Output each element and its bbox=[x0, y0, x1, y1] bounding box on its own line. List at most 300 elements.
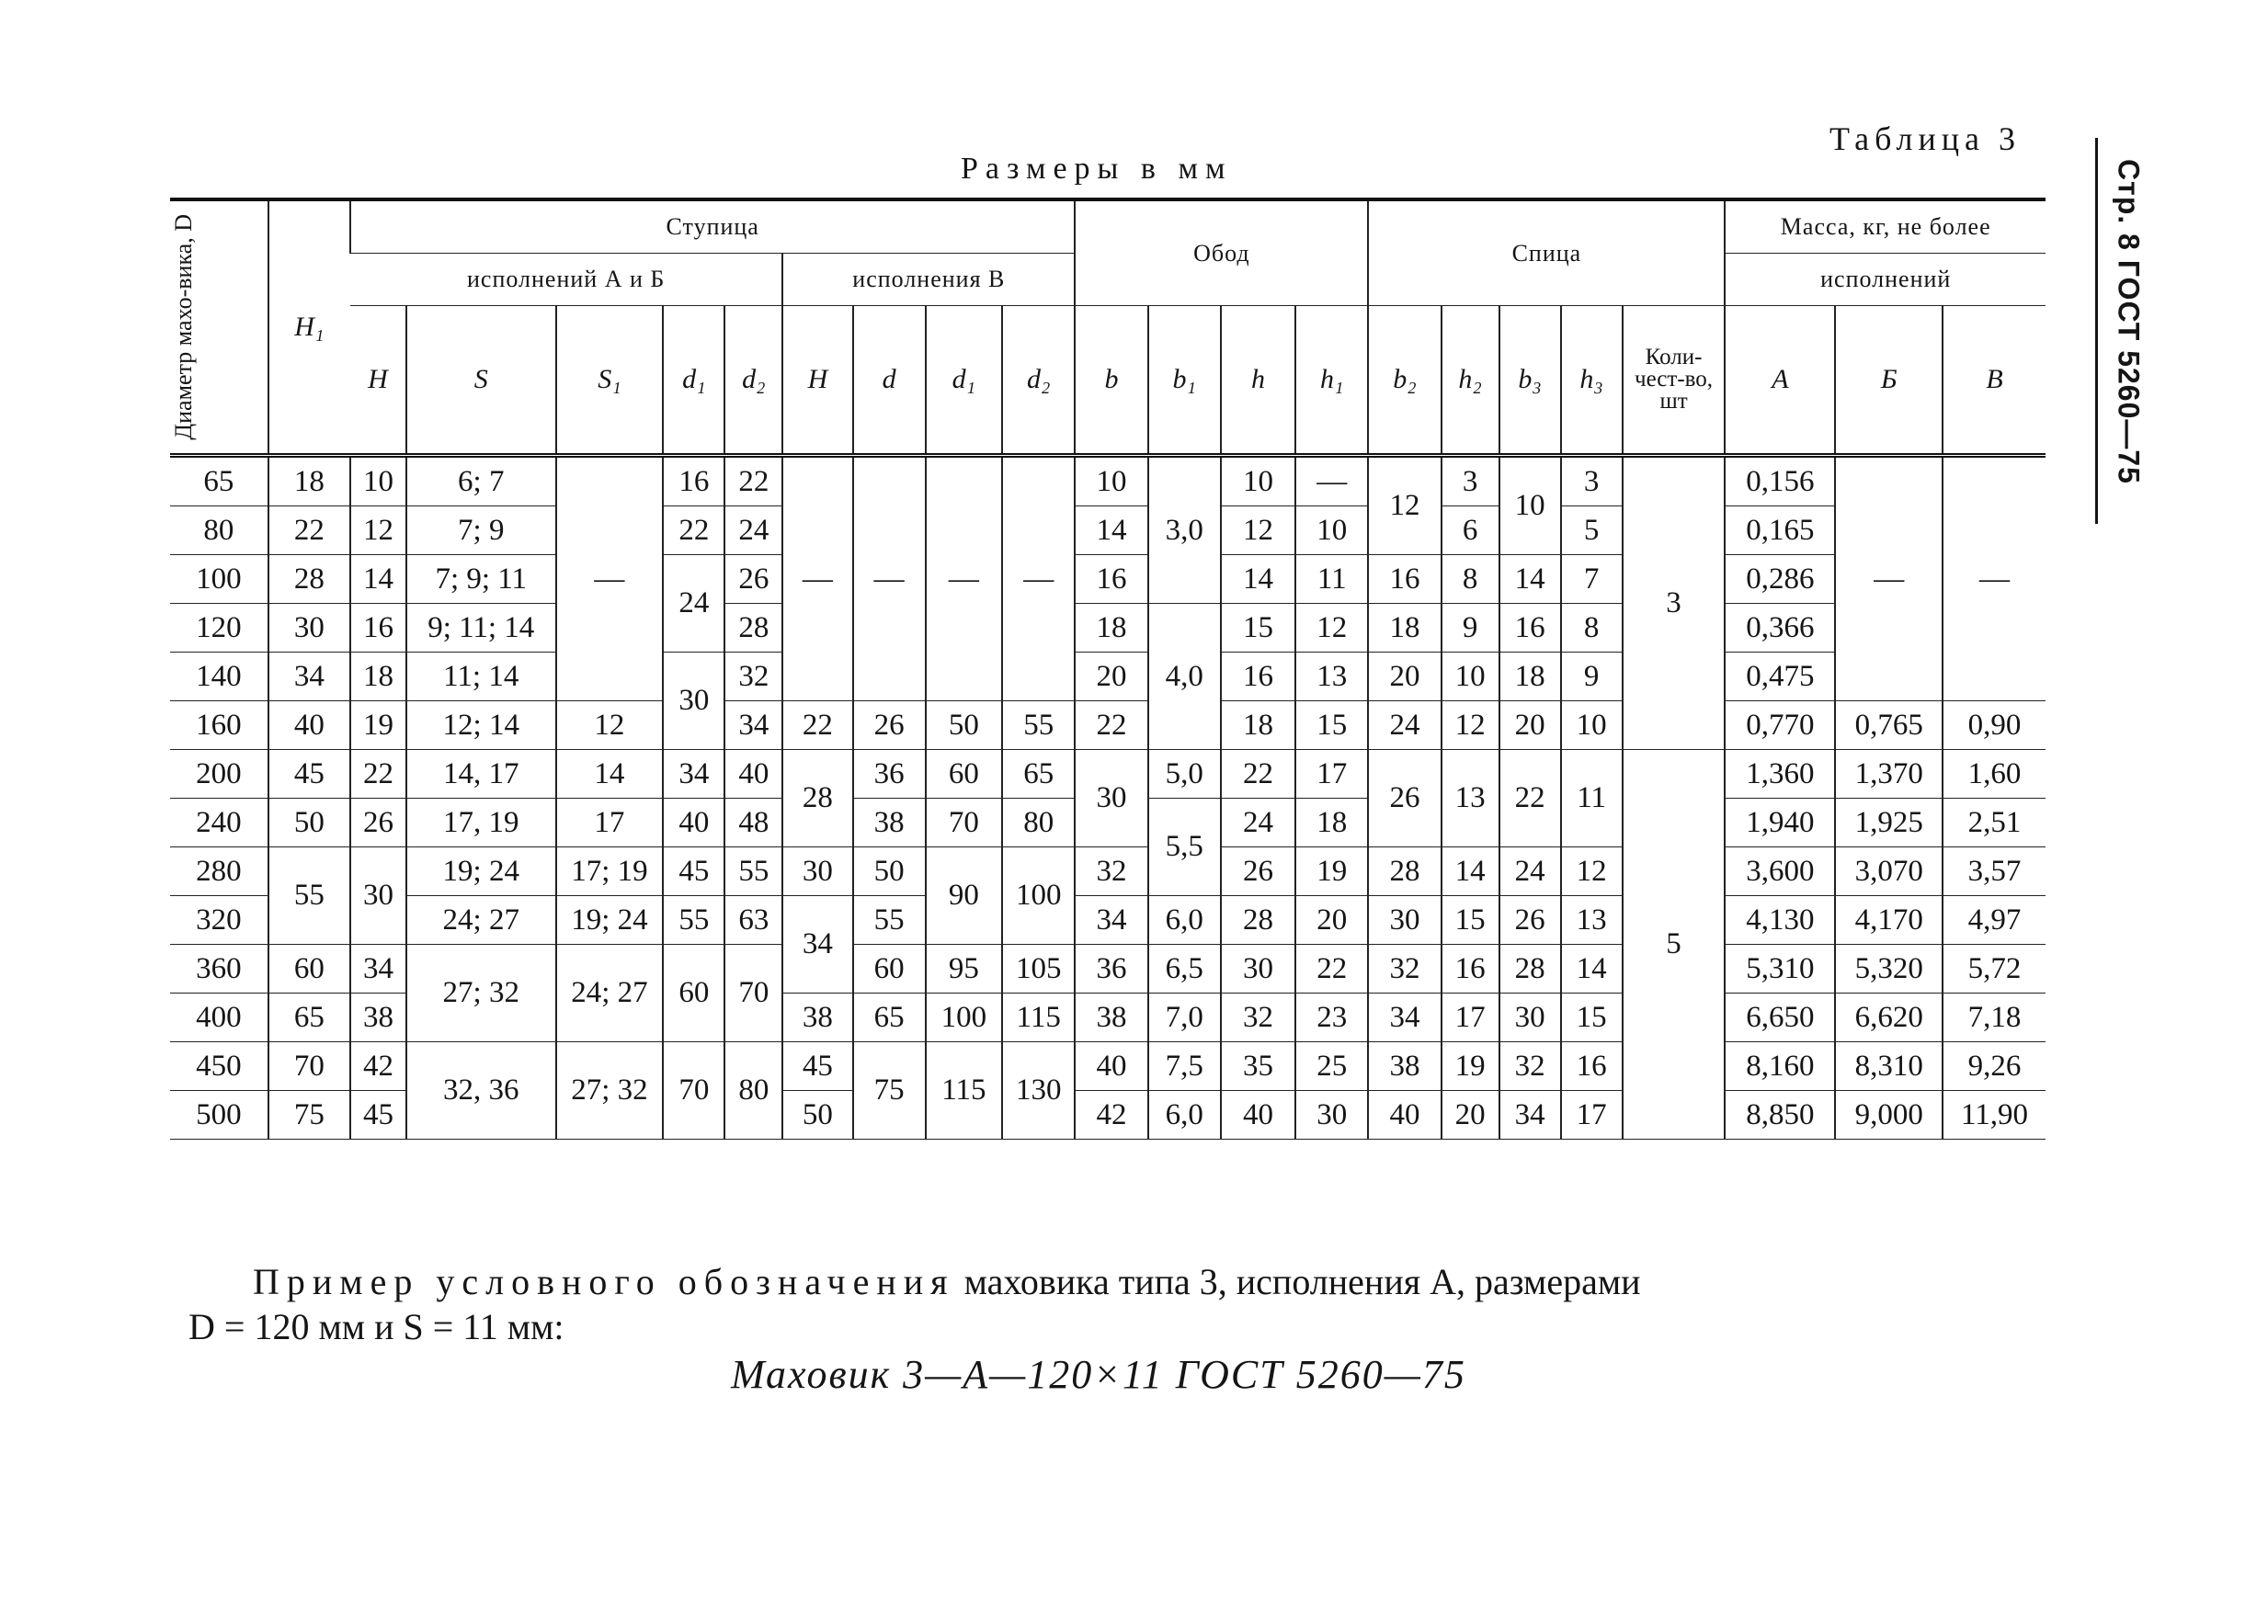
cell: 450 bbox=[170, 1042, 268, 1091]
cell: 9,26 bbox=[1943, 1042, 2046, 1091]
cell: 24 bbox=[1368, 701, 1441, 750]
cell: 12 bbox=[1221, 506, 1295, 555]
header-d2v: d₂ bbox=[1002, 306, 1075, 456]
cell: 5,0 bbox=[1148, 750, 1221, 799]
cell: 1,360 bbox=[1725, 750, 1835, 799]
cell: 26 bbox=[724, 555, 782, 604]
table-row bbox=[170, 653, 2046, 701]
cell: 50 bbox=[782, 1091, 852, 1140]
cell: 38 bbox=[853, 799, 926, 847]
cell: 12 bbox=[556, 701, 664, 750]
cell: 48 bbox=[724, 799, 782, 847]
cell: 38 bbox=[1368, 1042, 1441, 1091]
cell: 34 bbox=[663, 750, 724, 799]
cell: 30 bbox=[1499, 994, 1561, 1042]
cell: 7; 9 bbox=[406, 506, 556, 555]
cell: 26 bbox=[1221, 847, 1295, 896]
cell: 15 bbox=[1295, 701, 1368, 750]
cell: 34 bbox=[1499, 1091, 1561, 1140]
cell: 16 bbox=[1368, 555, 1441, 604]
cell: 12 bbox=[1561, 847, 1623, 896]
cell: 32 bbox=[724, 653, 782, 701]
cell: 30 bbox=[350, 847, 406, 945]
cell: 8,160 bbox=[1725, 1042, 1835, 1091]
cell: 65 bbox=[853, 994, 926, 1042]
cell: 27; 32 bbox=[406, 945, 556, 1042]
cell: 500 bbox=[170, 1091, 268, 1140]
cell: 12 bbox=[1368, 456, 1441, 555]
cell: 14 bbox=[556, 750, 664, 799]
cell: — bbox=[1835, 456, 1943, 701]
cell: 18 bbox=[1221, 701, 1295, 750]
cell: 22 bbox=[663, 506, 724, 555]
cell: 28 bbox=[1221, 896, 1295, 945]
cell: 55 bbox=[663, 896, 724, 945]
header-d1: d₁ bbox=[663, 306, 724, 456]
cell: 1,925 bbox=[1835, 799, 1943, 847]
cell: 14 bbox=[1075, 506, 1147, 555]
cell: 38 bbox=[350, 994, 406, 1042]
table-row bbox=[170, 896, 2046, 945]
cell: 28 bbox=[1368, 847, 1441, 896]
cell: 65 bbox=[268, 994, 350, 1042]
cell: 13 bbox=[1295, 653, 1368, 701]
cell: 24 bbox=[724, 506, 782, 555]
cell: 14 bbox=[1499, 555, 1561, 604]
cell: 12 bbox=[1295, 604, 1368, 653]
cell: 12 bbox=[1442, 701, 1499, 750]
cell: 17 bbox=[1561, 1091, 1623, 1140]
cell: 10 bbox=[1442, 653, 1499, 701]
cell: 50 bbox=[926, 701, 1002, 750]
cell: 3,0 bbox=[1148, 456, 1221, 604]
header-b2: b₂ bbox=[1368, 306, 1441, 456]
example-lead: Пример условного обозначения bbox=[253, 1261, 955, 1302]
cell: 160 bbox=[170, 701, 268, 750]
cell: 320 bbox=[170, 896, 268, 945]
cell: 400 bbox=[170, 994, 268, 1042]
cell: 19; 24 bbox=[406, 847, 556, 896]
cell: 40 bbox=[268, 701, 350, 750]
cell: 7; 9; 11 bbox=[406, 555, 556, 604]
table-row bbox=[170, 701, 2046, 750]
header-S1: S₁ bbox=[556, 306, 664, 456]
cell: 70 bbox=[663, 1042, 724, 1140]
cell: 63 bbox=[724, 896, 782, 945]
cell: 42 bbox=[1075, 1091, 1147, 1140]
cell: 0,366 bbox=[1725, 604, 1835, 653]
cell: 9 bbox=[1442, 604, 1499, 653]
cell: 17 bbox=[1442, 994, 1499, 1042]
cell: 17; 19 bbox=[556, 847, 664, 896]
example-paragraph bbox=[253, 1259, 2046, 1305]
cell: 18 bbox=[350, 653, 406, 701]
cell: 10 bbox=[1561, 701, 1623, 750]
cell: 12 bbox=[350, 506, 406, 555]
table-row bbox=[170, 1042, 2046, 1091]
cell: 5 bbox=[1623, 750, 1726, 1140]
cell: 16 bbox=[663, 456, 724, 506]
cell: 34 bbox=[350, 945, 406, 994]
cell: 55 bbox=[853, 896, 926, 945]
cell: 24 bbox=[1221, 799, 1295, 847]
cell: 6,0 bbox=[1148, 896, 1221, 945]
cell: 80 bbox=[724, 1042, 782, 1140]
cell: 7 bbox=[1561, 555, 1623, 604]
cell: 3 bbox=[1442, 456, 1499, 506]
cell: 24 bbox=[663, 555, 724, 653]
cell: 23 bbox=[1295, 994, 1368, 1042]
cell: 17 bbox=[556, 799, 664, 847]
cell: 6,620 bbox=[1835, 994, 1943, 1042]
cell: 10 bbox=[1075, 456, 1147, 506]
cell: 11 bbox=[1561, 750, 1623, 847]
cell: 0,90 bbox=[1943, 701, 2046, 750]
table-row bbox=[170, 750, 2046, 799]
cell: 14, 17 bbox=[406, 750, 556, 799]
header-qty: Коли-чест-во, шт bbox=[1623, 306, 1726, 456]
cell: 22 bbox=[1295, 945, 1368, 994]
table-row bbox=[170, 604, 2046, 653]
cell: 17 bbox=[1295, 750, 1368, 799]
cell: 18 bbox=[1075, 604, 1147, 653]
cell: 5,72 bbox=[1943, 945, 2046, 994]
cell: 140 bbox=[170, 653, 268, 701]
cell: 80 bbox=[1002, 799, 1075, 847]
cell: 34 bbox=[782, 896, 852, 994]
cell: 70 bbox=[926, 799, 1002, 847]
cell: 30 bbox=[663, 653, 724, 750]
header-h3: h₃ bbox=[1561, 306, 1623, 456]
cell: 36 bbox=[1075, 945, 1147, 994]
cell: 65 bbox=[1002, 750, 1075, 799]
cell: 19 bbox=[1295, 847, 1368, 896]
table-row bbox=[170, 945, 2046, 994]
cell: 19 bbox=[1442, 1042, 1499, 1091]
cell: 7,5 bbox=[1148, 1042, 1221, 1091]
cell: 5 bbox=[1561, 506, 1623, 555]
cell: 70 bbox=[268, 1042, 350, 1091]
cell: 12; 14 bbox=[406, 701, 556, 750]
header-b3: b₃ bbox=[1499, 306, 1561, 456]
cell: 45 bbox=[782, 1042, 852, 1091]
cell: — bbox=[556, 456, 664, 701]
cell: 10 bbox=[1295, 506, 1368, 555]
cell: 6 bbox=[1442, 506, 1499, 555]
cell: 22 bbox=[1499, 750, 1561, 847]
cell: 30 bbox=[782, 847, 852, 896]
header-S: S bbox=[406, 306, 556, 456]
cell: 0,765 bbox=[1835, 701, 1943, 750]
header-d2: d₂ bbox=[724, 306, 782, 456]
cell: 15 bbox=[1221, 604, 1295, 653]
cell: 3 bbox=[1561, 456, 1623, 506]
cell: 4,0 bbox=[1148, 604, 1221, 750]
cell: 70 bbox=[724, 945, 782, 1042]
cell: 34 bbox=[724, 701, 782, 750]
cell: 20 bbox=[1499, 701, 1561, 750]
cell: 0,156 bbox=[1725, 456, 1835, 506]
cell: 95 bbox=[926, 945, 1002, 994]
cell: 24; 27 bbox=[406, 896, 556, 945]
cell: 34 bbox=[1368, 994, 1441, 1042]
header-hub-v: исполнения В bbox=[782, 254, 1075, 306]
cell: 80 bbox=[170, 506, 268, 555]
cell: 32, 36 bbox=[406, 1042, 556, 1140]
header-d1v: d₁ bbox=[926, 306, 1002, 456]
header-hub-ab: исполнений А и Б bbox=[350, 254, 782, 306]
cell: 9,000 bbox=[1835, 1091, 1943, 1140]
cell: 10 bbox=[1221, 456, 1295, 506]
cell: — bbox=[926, 456, 1002, 701]
header-h2: h₂ bbox=[1442, 306, 1499, 456]
table-title: Таблица 3 bbox=[1829, 120, 2021, 157]
cell: 40 bbox=[724, 750, 782, 799]
cell: 45 bbox=[268, 750, 350, 799]
cell: 26 bbox=[1368, 750, 1441, 847]
cell: 3,57 bbox=[1943, 847, 2046, 896]
cell: — bbox=[1295, 456, 1368, 506]
table-row bbox=[170, 456, 2046, 506]
cell: 16 bbox=[1499, 604, 1561, 653]
cell: 3,070 bbox=[1835, 847, 1943, 896]
cell: 200 bbox=[170, 750, 268, 799]
header-mass-B: Б bbox=[1835, 306, 1943, 456]
cell: 40 bbox=[1075, 1042, 1147, 1091]
cell: 16 bbox=[1561, 1042, 1623, 1091]
header-d: d bbox=[853, 306, 926, 456]
cell: 100 bbox=[926, 994, 1002, 1042]
side-rule bbox=[2095, 138, 2098, 524]
cell: — bbox=[853, 456, 926, 701]
cell: 28 bbox=[1499, 945, 1561, 994]
header-diameter: Диаметр махо-вика, D bbox=[170, 199, 268, 456]
cell: 13 bbox=[1442, 750, 1499, 847]
cell: 10 bbox=[350, 456, 406, 506]
cell: 55 bbox=[268, 847, 350, 945]
units-caption: Размеры в мм bbox=[961, 152, 1233, 186]
cell: 22 bbox=[724, 456, 782, 506]
cell: 75 bbox=[853, 1042, 926, 1140]
cell: 0,770 bbox=[1725, 701, 1835, 750]
table-row bbox=[170, 555, 2046, 604]
cell: 30 bbox=[1075, 750, 1147, 847]
header-spoke: Спица bbox=[1368, 199, 1725, 306]
cell: 100 bbox=[170, 555, 268, 604]
cell: 0,165 bbox=[1725, 506, 1835, 555]
cell: 14 bbox=[1442, 847, 1499, 896]
cell: 22 bbox=[1221, 750, 1295, 799]
cell: 18 bbox=[268, 456, 350, 506]
cell: 0,286 bbox=[1725, 555, 1835, 604]
cell: 18 bbox=[1499, 653, 1561, 701]
cell: 280 bbox=[170, 847, 268, 896]
cell: 34 bbox=[1075, 896, 1147, 945]
cell: 11 bbox=[1295, 555, 1368, 604]
cell: 26 bbox=[853, 701, 926, 750]
cell: 75 bbox=[268, 1091, 350, 1140]
cell: 30 bbox=[1295, 1091, 1368, 1140]
cell: 15 bbox=[1561, 994, 1623, 1042]
cell: 360 bbox=[170, 945, 268, 994]
cell: 40 bbox=[1368, 1091, 1441, 1140]
cell: 120 bbox=[170, 604, 268, 653]
cell: 3,600 bbox=[1725, 847, 1835, 896]
cell: 42 bbox=[350, 1042, 406, 1091]
cell: 105 bbox=[1002, 945, 1075, 994]
cell: 22 bbox=[268, 506, 350, 555]
cell: 34 bbox=[268, 653, 350, 701]
cell: 30 bbox=[268, 604, 350, 653]
cell: 17, 19 bbox=[406, 799, 556, 847]
header-mass-sub: исполнений bbox=[1725, 254, 2046, 306]
cell: 26 bbox=[350, 799, 406, 847]
cell: 60 bbox=[268, 945, 350, 994]
cell: 5,5 bbox=[1148, 799, 1221, 896]
cell: 90 bbox=[926, 847, 1002, 945]
cell: 1,370 bbox=[1835, 750, 1943, 799]
cell: 1,60 bbox=[1943, 750, 2046, 799]
cell: 6,0 bbox=[1148, 1091, 1221, 1140]
cell: 20 bbox=[1442, 1091, 1499, 1140]
cell: 8,850 bbox=[1725, 1091, 1835, 1140]
header-b: b bbox=[1075, 306, 1147, 456]
cell: 60 bbox=[926, 750, 1002, 799]
cell: 32 bbox=[1368, 945, 1441, 994]
cell: 32 bbox=[1499, 1042, 1561, 1091]
cell: 32 bbox=[1075, 847, 1147, 896]
cell: 240 bbox=[170, 799, 268, 847]
header-mass-A: А bbox=[1725, 306, 1835, 456]
cell: 50 bbox=[268, 799, 350, 847]
cell: 45 bbox=[350, 1091, 406, 1140]
cell: 30 bbox=[1221, 945, 1295, 994]
cell: 65 bbox=[170, 456, 268, 506]
cell: 14 bbox=[1221, 555, 1295, 604]
cell: — bbox=[1943, 456, 2046, 701]
designation-example: Маховик 3—А—120×11 ГОСТ 5260—75 bbox=[731, 1352, 1466, 1397]
cell: — bbox=[1002, 456, 1075, 701]
cell: 24 bbox=[1499, 847, 1561, 896]
cell: 20 bbox=[1295, 896, 1368, 945]
cell: 11,90 bbox=[1943, 1091, 2046, 1140]
cell: 7,0 bbox=[1148, 994, 1221, 1042]
cell: 24; 27 bbox=[556, 945, 664, 1042]
cell: 20 bbox=[1368, 653, 1441, 701]
example-rest: маховика типа 3, исполнения А, размерами bbox=[963, 1261, 1641, 1302]
cell: 26 bbox=[1499, 896, 1561, 945]
cell: 16 bbox=[350, 604, 406, 653]
header-mass-V: В bbox=[1943, 306, 2046, 456]
cell: 28 bbox=[782, 750, 852, 847]
cell: 130 bbox=[1002, 1042, 1075, 1140]
cell: 38 bbox=[1075, 994, 1147, 1042]
cell: 20 bbox=[1075, 653, 1147, 701]
cell: 9; 11; 14 bbox=[406, 604, 556, 653]
cell: 19 bbox=[350, 701, 406, 750]
table-row bbox=[170, 847, 2046, 896]
header-Hv: H bbox=[782, 306, 852, 456]
cell: 13 bbox=[1561, 896, 1623, 945]
cell: 0,475 bbox=[1725, 653, 1835, 701]
cell: 4,130 bbox=[1725, 896, 1835, 945]
cell: 40 bbox=[1221, 1091, 1295, 1140]
cell: 8 bbox=[1561, 604, 1623, 653]
cell: 6; 7 bbox=[406, 456, 556, 506]
cell: 3 bbox=[1623, 456, 1726, 750]
cell: 10 bbox=[1499, 456, 1561, 555]
cell: 30 bbox=[1368, 896, 1441, 945]
cell: 22 bbox=[1075, 701, 1147, 750]
cell: 55 bbox=[1002, 701, 1075, 750]
page-header-vertical bbox=[2105, 129, 2151, 515]
cell: 115 bbox=[926, 1042, 1002, 1140]
cell: 100 bbox=[1002, 847, 1075, 945]
header-mass: Масса, кг, не более bbox=[1725, 199, 2046, 254]
cell: 16 bbox=[1221, 653, 1295, 701]
cell: 8 bbox=[1442, 555, 1499, 604]
cell: 27; 32 bbox=[556, 1042, 664, 1140]
example-dimensions: D = 120 мм и S = 11 мм: bbox=[188, 1306, 564, 1347]
header-b1: b₁ bbox=[1148, 306, 1221, 456]
cell: 15 bbox=[1442, 896, 1499, 945]
cell: 16 bbox=[1442, 945, 1499, 994]
cell: 14 bbox=[350, 555, 406, 604]
cell: 18 bbox=[1295, 799, 1368, 847]
cell: 115 bbox=[1002, 994, 1075, 1042]
cell: 19; 24 bbox=[556, 896, 664, 945]
cell: 7,18 bbox=[1943, 994, 2046, 1042]
header-hub: Ступица bbox=[350, 199, 1075, 254]
cell: 6,5 bbox=[1148, 945, 1221, 994]
cell: 32 bbox=[1221, 994, 1295, 1042]
cell: 4,97 bbox=[1943, 896, 2046, 945]
cell: 8,310 bbox=[1835, 1042, 1943, 1091]
cell: 18 bbox=[1368, 604, 1441, 653]
table-row bbox=[170, 506, 2046, 555]
header-h1: h₁ bbox=[1295, 306, 1368, 456]
cell: 5,320 bbox=[1835, 945, 1943, 994]
page-header-text: Стр. 8 ГОСТ 5260—75 bbox=[2112, 159, 2146, 484]
header-h: h bbox=[1221, 306, 1295, 456]
cell: 38 bbox=[782, 994, 852, 1042]
cell: 11; 14 bbox=[406, 653, 556, 701]
cell: 50 bbox=[853, 847, 926, 896]
header-H1: H₁ bbox=[268, 199, 350, 456]
cell: 2,51 bbox=[1943, 799, 2046, 847]
cell: 45 bbox=[663, 847, 724, 896]
cell: 22 bbox=[782, 701, 852, 750]
cell: 22 bbox=[350, 750, 406, 799]
cell: 60 bbox=[853, 945, 926, 994]
cell: 60 bbox=[663, 945, 724, 1042]
cell: 4,170 bbox=[1835, 896, 1943, 945]
cell: 1,940 bbox=[1725, 799, 1835, 847]
cell: 28 bbox=[268, 555, 350, 604]
cell: 36 bbox=[853, 750, 926, 799]
header-H: H bbox=[350, 306, 406, 456]
cell: 14 bbox=[1561, 945, 1623, 994]
cell: 35 bbox=[1221, 1042, 1295, 1091]
cell: 40 bbox=[663, 799, 724, 847]
cell: 5,310 bbox=[1725, 945, 1835, 994]
cell: — bbox=[782, 456, 852, 701]
cell: 28 bbox=[724, 604, 782, 653]
header-rim: Обод bbox=[1075, 199, 1368, 306]
cell: 55 bbox=[724, 847, 782, 896]
dimensions-table bbox=[170, 198, 2046, 1140]
cell: 9 bbox=[1561, 653, 1623, 701]
